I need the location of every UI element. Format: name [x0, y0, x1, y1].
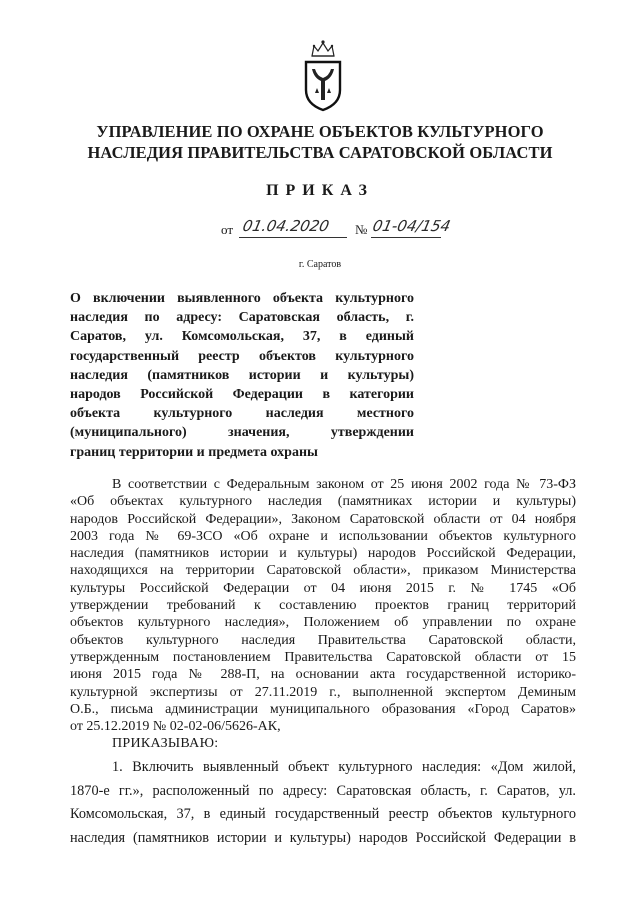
preamble [70, 476, 576, 753]
number-underline [371, 237, 441, 238]
preamble-line: В соответствии с Федеральным законом от 25 июня 2002 года № 73-ФЗ [112, 477, 576, 492]
preamble-line: наследия (памятников истории и культуры) народов Российской Федерации, [70, 546, 576, 562]
item-1-line: 1. Включить выявленный объект культурного наследия: «Дом жилой, [112, 759, 576, 775]
handwritten-date: 01.04.2020 [241, 217, 331, 235]
subject-line: народов Российской Федерации в категории [70, 387, 414, 403]
subject-line: наследия по адресу: Саратовская область, г. [70, 310, 414, 326]
preamble-line: находящихся на территории Саратовской области», приказом Министерства [70, 563, 576, 579]
item-1-line: Комсомольская, 37, в единый государственный реестр объектов культурного [70, 806, 576, 823]
preamble-line: утвержденным постановлением Правительства Саратовской области от 15 [70, 649, 576, 665]
date-number-line [221, 217, 491, 241]
preamble-line: объектов культурного наследия Правительства Саратовской области, [70, 632, 576, 648]
org-title-line-2: НАСЛЕДИЯ ПРАВИТЕЛЬСТВА САРАТОВСКОЙ ОБЛАСТИ [87, 143, 553, 162]
preamble-line: объектов культурного наследия», Положением об управлении по охране [70, 615, 576, 631]
subject-line: О включении выявленного объекта культурного [70, 291, 414, 306]
preamble-line: «Об объектах культурного наследия (памятниках истории и культуры) [70, 494, 576, 510]
subject-line: государственный реестр объектов культурного [70, 348, 414, 364]
item-1 [70, 756, 576, 851]
preamble-line: культуры Российской Федерации от 04 июня 2015 г. № 1745 «Об [70, 580, 576, 596]
preamble-line: утверждении требований к составлению проектов границ территорий [70, 598, 576, 614]
preamble-line: 2003 года № 69-ЗСО «Об охране и использовании объектов культурного [70, 528, 576, 544]
subject-line: Саратов, ул. Комсомольская, 37, в единый [70, 329, 414, 345]
city: г. Саратов [298, 259, 342, 270]
document-type: ПРИКАЗ [266, 182, 374, 199]
subject-block [70, 289, 414, 462]
saratov-coat-of-arms-icon [300, 38, 346, 112]
subject-line: наследия (памятников истории и культуры) [70, 367, 414, 383]
subject-line: (муниципального) значения, утверждении [70, 425, 414, 441]
item-1-line: наследия (памятников истории и культуры) народов Российской Федерации в [70, 830, 576, 847]
preamble-line: от 25.12.2019 № 02-02-06/5626-АК, [70, 719, 281, 735]
preamble-line: культурной экспертизы от 27.11.2019 г., выполненной экспертом Деминым [70, 684, 576, 700]
order-word: ПРИКАЗЫВАЮ: [112, 736, 219, 752]
organization-title [0, 121, 640, 163]
preamble-line: О.Б., письма администрации муниципального образования «Город Саратов» [70, 701, 576, 717]
subject-line: объекта культурного наследия местного [70, 406, 414, 422]
subject-line: границ территории и предмета охраны [70, 444, 318, 460]
date-underline [239, 237, 347, 238]
preamble-line: народов Российской Федерации», Законом Саратовской области от 04 ноября [70, 511, 576, 527]
number-prefix: № [355, 222, 368, 237]
item-1-line: 1870-е гг.», расположенный по адресу: Саратовская область, г. Саратов, ул. [70, 782, 576, 799]
org-title-line-1: УПРАВЛЕНИЕ ПО ОХРАНЕ ОБЪЕКТОВ КУЛЬТУРНОГО [96, 122, 544, 141]
handwritten-number: 01-04/154 [371, 217, 453, 235]
preamble-line: июня 2015 года № 288-П, на основании акта государственной историко- [70, 667, 576, 683]
date-prefix: от [221, 222, 234, 237]
